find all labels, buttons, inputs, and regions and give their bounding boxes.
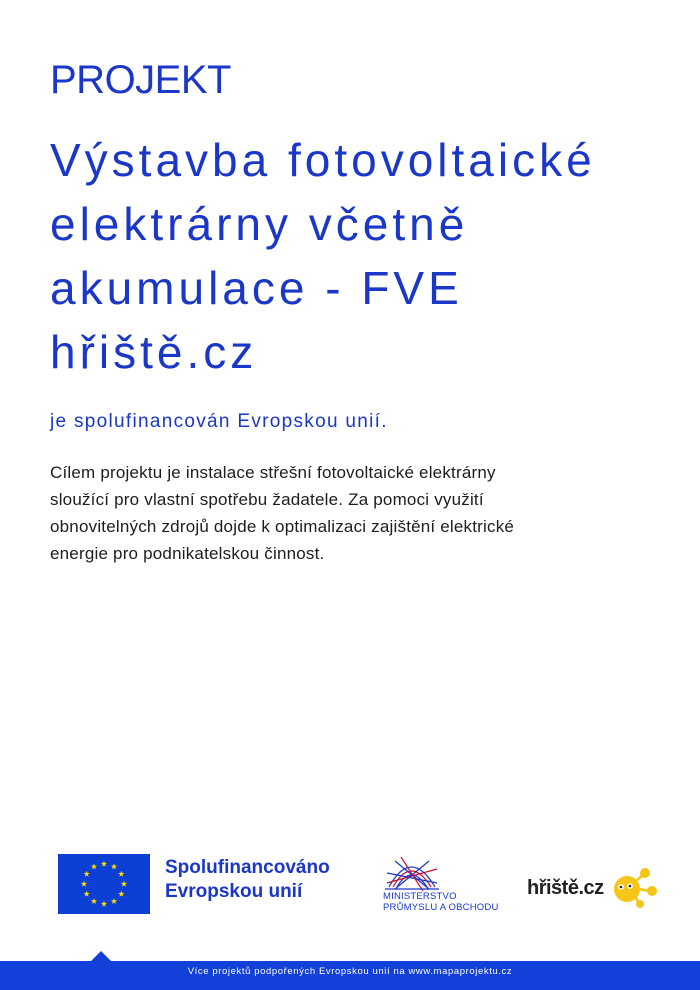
eu-cofinanced-label [165, 856, 330, 904]
eu-star-icon [118, 871, 124, 877]
description-line: obnovitelných zdrojů dojde k optimalizaci zajištění elektrické [50, 517, 515, 536]
ministry-name [383, 891, 499, 913]
title-line: akumulace - FVE [50, 262, 463, 314]
footer-notch [91, 951, 111, 961]
ministry-name-line: PRŮMYSLU A OBCHODU [383, 902, 499, 913]
ministry-logo [381, 853, 521, 923]
eu-star-icon [81, 881, 87, 887]
eu-star-icon [91, 863, 97, 869]
project-title [50, 128, 680, 384]
eu-star-icon [118, 891, 124, 897]
eu-star-icon [84, 891, 90, 897]
hriste-mascot-icon [609, 865, 659, 909]
eu-flag-logo [58, 854, 150, 914]
hriste-logo-text: hřiště.cz [527, 877, 604, 899]
eu-star-icon [101, 901, 107, 907]
cofinancing-statement: je spolufinancován Evropskou unií. [50, 411, 388, 432]
ministry-name-line: MINISTERSTVO [383, 891, 457, 902]
title-line: elektrárny včetně [50, 198, 469, 250]
eu-label-line: Evropskou unií [165, 881, 303, 902]
eu-star-icon [111, 863, 117, 869]
hriste-logo [527, 865, 667, 909]
project-description [50, 459, 660, 567]
eu-label-line: Spolufinancováno [165, 857, 330, 878]
eu-star-icon [91, 898, 97, 904]
ministry-emblem-icon [381, 853, 443, 893]
eu-star-icon [111, 898, 117, 904]
eu-star-icon [101, 861, 107, 867]
footer-link-text: Více projektů podpořených Evropskou unií na www.mapaprojektu.cz [187, 966, 513, 977]
eu-star-icon [84, 871, 90, 877]
description-line: sloužící pro vlastní spotřebu žadatele. Za pomoci využití [50, 490, 484, 509]
title-line: hřiště.cz [50, 326, 258, 378]
description-line: energie pro podnikatelskou činnost. [50, 544, 325, 563]
description-line: Cílem projektu je instalace střešní fotovoltaické elektrárny [50, 463, 496, 482]
eu-star-icon [121, 881, 127, 887]
title-line: Výstavba fotovoltaické [50, 134, 596, 186]
project-heading: PROJEKT [50, 58, 231, 102]
